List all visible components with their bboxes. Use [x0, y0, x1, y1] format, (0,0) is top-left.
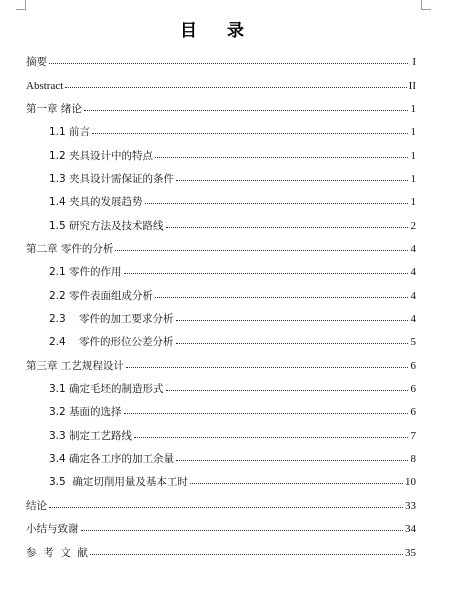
- dot-leader: [81, 529, 404, 531]
- toc-entry-label: 参 考 文 献: [26, 547, 89, 559]
- toc-entry-label: 3.2 基面的选择: [49, 406, 122, 418]
- toc-entry-page: 6: [410, 406, 416, 418]
- toc-entry-page: 33: [405, 500, 416, 512]
- toc-entry-page: 35: [405, 547, 416, 559]
- toc-entry-page: 1: [410, 150, 416, 162]
- toc-entry-page: 4: [410, 290, 416, 302]
- toc-entry-page: 2: [410, 220, 416, 232]
- toc-entry-label: 1.1 前言: [49, 126, 91, 138]
- toc-entry-2-3[interactable]: [49, 311, 416, 327]
- toc-entry-chapter-2[interactable]: [26, 241, 416, 257]
- toc-entry-page: 4: [410, 243, 416, 255]
- toc-entry-page: 4: [410, 266, 416, 278]
- dot-leader: [126, 366, 408, 368]
- toc-entry-1-3[interactable]: [49, 171, 416, 187]
- dot-leader: [49, 62, 408, 64]
- toc-entry-label: 1.3 夹具设计需保证的条件: [49, 173, 175, 185]
- toc-entry-label: 1.5 研究方法及技术路线: [49, 220, 164, 232]
- toc-entry-label: 摘要: [26, 56, 47, 68]
- toc-entry-3-4[interactable]: [49, 451, 416, 467]
- toc-entry-1-1[interactable]: [49, 124, 416, 140]
- toc-entry-3-5[interactable]: [49, 474, 416, 490]
- toc-entry-page: 10: [405, 476, 416, 488]
- toc-entry-3-3[interactable]: [49, 428, 416, 444]
- toc-entry-label: 第三章 工艺规程设计: [26, 360, 124, 372]
- dot-leader: [155, 296, 408, 298]
- toc-entry-label: 第二章 零件的分析: [26, 243, 114, 255]
- toc-entry-page: 1: [410, 103, 416, 115]
- dot-leader: [92, 132, 408, 134]
- dot-leader: [134, 436, 408, 438]
- toc-entry-page: 7: [410, 430, 416, 442]
- dot-leader: [176, 179, 408, 181]
- toc-entry-label: 2.3 零件的加工要求分析: [49, 313, 174, 325]
- toc-entry-page: 34: [405, 523, 416, 535]
- toc-entry-summary[interactable]: [26, 521, 416, 537]
- dot-leader: [124, 412, 408, 414]
- toc-entry-label: 3.4 确定各工序的加工余量: [49, 453, 175, 465]
- toc-entry-page: 6: [410, 383, 416, 395]
- toc-entry-page: 1: [410, 196, 416, 208]
- dot-leader: [166, 389, 408, 391]
- dot-leader: [176, 459, 408, 461]
- dot-leader: [176, 342, 408, 344]
- toc-entry-chapter-1[interactable]: [26, 101, 416, 117]
- toc-title: 目 录: [180, 21, 256, 41]
- toc-entry-2-1[interactable]: [49, 264, 416, 280]
- toc-entry-3-2[interactable]: [49, 404, 416, 420]
- toc-entry-label: 3.3 制定工艺路线: [49, 430, 133, 442]
- toc-entry-page: I: [412, 56, 416, 68]
- toc-entry-page: 1: [410, 173, 416, 185]
- toc-entry-chapter-3[interactable]: [26, 358, 416, 374]
- toc-entry-1-5[interactable]: [49, 218, 416, 234]
- dot-leader: [166, 226, 408, 228]
- toc-entry-page: 6: [410, 360, 416, 372]
- dot-leader: [90, 553, 403, 555]
- toc-entry-label: 小结与致谢: [26, 523, 79, 535]
- toc-entry-page: II: [408, 80, 416, 92]
- toc-entry-references[interactable]: [26, 545, 416, 561]
- toc-entry-label: 结论: [26, 500, 47, 512]
- toc-entry-abstract-en[interactable]: [26, 78, 416, 94]
- toc-entry-2-2[interactable]: [49, 288, 416, 304]
- dot-leader: [65, 86, 406, 88]
- toc-entry-label: 2.1 零件的作用: [49, 266, 122, 278]
- dot-leader: [115, 249, 408, 251]
- toc-entry-conclusion[interactable]: [26, 498, 416, 514]
- toc-entry-3-1[interactable]: [49, 381, 416, 397]
- toc-entry-label: 1.4 夹具的发展趋势: [49, 196, 143, 208]
- toc-entry-page: 1: [410, 126, 416, 138]
- toc-entry-1-4[interactable]: [49, 194, 416, 210]
- dot-leader: [155, 156, 408, 158]
- toc-entry-abstract-cn[interactable]: [26, 54, 416, 70]
- dot-leader: [49, 506, 403, 508]
- toc-entry-label: 2.4 零件的形位公差分析: [49, 336, 174, 348]
- toc-entry-label: 3.5 确定切削用量及基本工时: [49, 476, 188, 488]
- toc-entry-label: 第一章 绪论: [26, 103, 82, 115]
- toc-entry-2-4[interactable]: [49, 334, 416, 350]
- toc-entry-label: 1.2 夹具设计中的特点: [49, 150, 154, 162]
- toc-entry-label: 2.2 零件表面组成分析: [49, 290, 154, 302]
- dot-leader: [176, 319, 408, 321]
- toc-entry-1-2[interactable]: [49, 148, 416, 164]
- toc-entry-page: 8: [410, 453, 416, 465]
- dot-leader: [84, 109, 408, 111]
- dot-leader: [190, 482, 403, 484]
- dot-leader: [124, 272, 408, 274]
- toc-entry-label: 3.1 确定毛坯的制造形式: [49, 383, 164, 395]
- dot-leader: [145, 202, 408, 204]
- toc-entry-page: 5: [410, 336, 416, 348]
- toc-entry-page: 4: [410, 313, 416, 325]
- toc-entry-label: Abstract: [26, 80, 64, 92]
